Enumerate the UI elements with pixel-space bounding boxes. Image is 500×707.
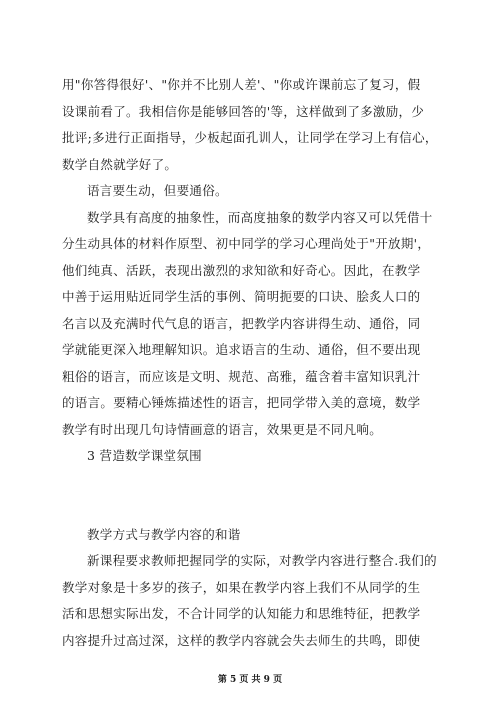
blank-space [62,470,442,522]
text-line: 新课程要求教师把握同学的实际，对教学内容进行整合.我们的 [87,553,437,568]
text-line: 他们纯真、活跃，表现出激烈的求知欲和好奇心。因此，在教学 [62,262,421,278]
page-number: 第 5 页 共 9 页 [217,675,283,685]
text-line: 用"你答得很好'、"你并不比别人差'、"你或许课前忘了复习，假 [62,77,421,92]
text-line: 教学对象是十多岁的孩子，如果在教学内容上我们不从同学的生 [62,579,421,595]
subheading-language: 语言要生动，但要通俗。 [87,183,228,198]
text-line: 中善于运用贴近同学生活的事例、简明扼要的口诀、脍炙人口的 [62,289,421,304]
text-line: 的语言。要精心锤炼描述性的语言，把同学带入美的意境，数学 [62,395,421,410]
section-heading: 3 营造数学课堂氛围 [87,448,202,463]
text-line: 学就能更深入地理解知识。追求语言的生动、通俗，但不要出现 [62,342,421,357]
text-line: 批评;多进行正面指导，少板起面孔训人，让同学在学习上有信心， [62,130,438,145]
text-line: 粗俗的语言，而应该是文明、规范、高雅，蕴含着丰富知识乳汁 [62,368,421,384]
text-line: 活和思想实际出发，不合计同学的认知能力和思维特征，把教学 [62,606,421,621]
subheading-method: 教学方式与教学内容的和谐 [87,526,241,542]
text-line: 内容提升过高过深，这样的教学内容就会失去师生的共鸣，即使 [62,632,421,648]
text-line: 分生动具体的材料作原型、初中同学的学习心理尚处于"开放期'， [62,236,431,251]
text-line: 数学自然就学好了。 [62,156,178,172]
text-line: 设课前看了。我相信你是能够回答的'等，这样做到了多激励，少 [62,103,425,119]
text-line: 教学有时出现几句诗情画意的语言，效果更是不同凡响。 [62,421,383,437]
text-line: 名言以及充满时代气息的语言，把教学内容讲得生动、通俗，同 [62,315,421,331]
text-line: 数学具有高度的抽象性，而高度抽象的数学内容又可以凭借十 [87,209,433,225]
document-body [62,72,442,654]
